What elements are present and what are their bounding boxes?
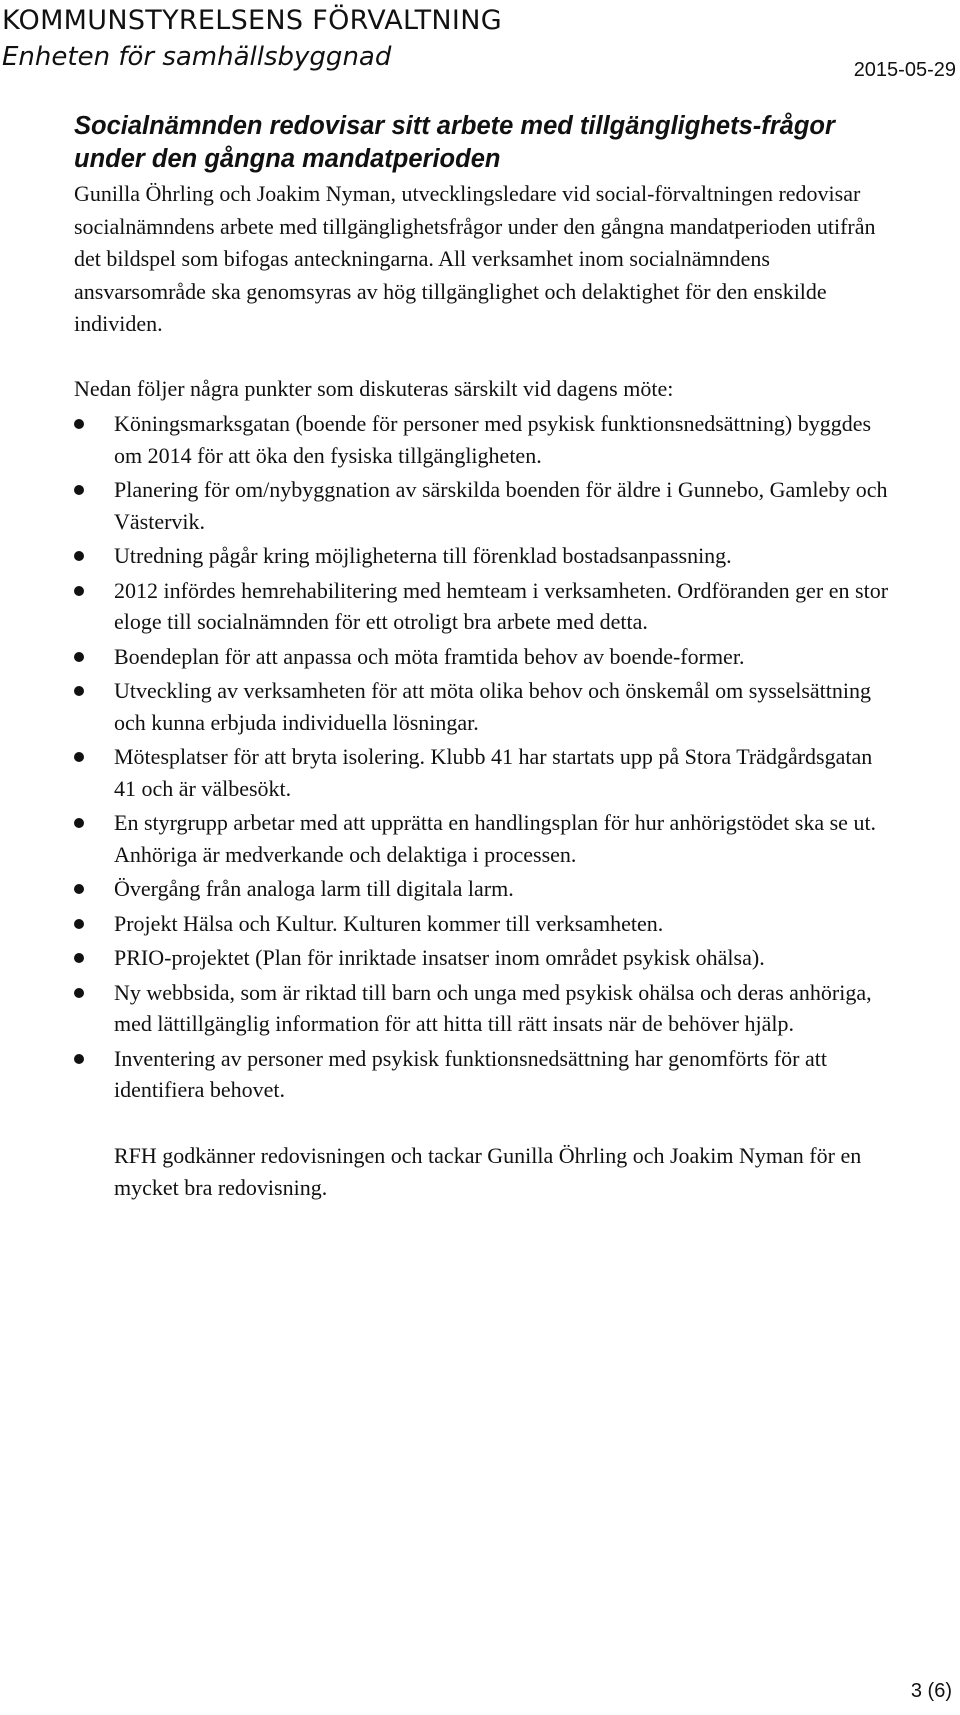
list-item [74,641,924,673]
list-item [74,575,924,638]
organization-name: KOMMUNSTYRELSENS FÖRVALTNING [2,5,502,36]
bullet-icon [74,652,84,662]
unit-name: Enheten för samhällsbyggnad [2,42,392,72]
list-item-text: En styrgrupp arbetar med att upprätta en handlingsplan för hur anhörigstödet ska se ut. Anhöriga är medverkande och delaktiga i processen. [114,810,877,867]
bullet-icon [74,485,84,495]
bullet-icon [74,988,84,998]
list-item [74,942,924,974]
document-body [74,110,924,1205]
list-item-text: Mötesplatser för att bryta isolering. Klubb 41 har startats upp på Stora Trädgårdsgatan 41 och är välbesökt. [114,744,873,801]
bullet-icon [74,884,84,894]
bullet-icon [74,419,84,429]
bullet-icon [74,953,84,963]
bullet-icon [74,686,84,696]
list-item [74,408,924,471]
list-item [74,807,924,870]
list-item [74,873,924,905]
list-item-text: Inventering av personer med psykisk funktionsnedsättning har genomförts för att identifiera behovet. [114,1045,828,1102]
list-item [74,741,924,804]
list-item [74,540,924,572]
bullet-icon [74,586,84,596]
bullet-icon [74,818,84,828]
list-item-text: Projekt Hälsa och Kultur. Kulturen kommer till verksamheten. [114,910,664,936]
page-number: 3 (6) [910,1680,952,1702]
bullet-icon [74,752,84,762]
list-item-text: Köningsmarksgatan (boende för personer med psykisk funktionsnedsättning) byggdes om 2014 för att öka den fysiska tillgängligheten. [114,411,872,468]
bullet-icon [74,919,84,929]
list-item [74,977,924,1040]
list-item-text: Övergång från analoga larm till digitala larm. [114,876,514,901]
list-item-text: 2012 infördes hemrehabilitering med hemteam i verksamheten. Ordföranden ger en stor eloge till socialnämnden för ett otroligt bra arbete med detta. [114,577,889,634]
closing-paragraph: RFH godkänner redovisningen och tackar Gunilla Öhrling och Joakim Nyman för en mycket bra redovisning. [114,1142,862,1200]
list-item-text: Planering för om/nybyggnation av särskilda boenden för äldre i Gunnebo, Gamleby och Västervik. [114,477,888,534]
list-item-text: Utredning pågår kring möjligheterna till förenklad bostadsanpassning. [114,543,732,568]
list-item [74,675,924,738]
section-title: Socialnämnden redovisar sitt arbete med tillgänglighets-frågor under den gångna mandatperioden [74,112,835,173]
list-item-text: Ny webbsida, som är riktad till barn och unga med psykisk ohälsa och deras anhöriga, med lättillgänglig information för att hitta till rätt insats när de behöver hjälp. [114,979,872,1036]
list-item [74,474,924,537]
intro-paragraph: Gunilla Öhrling och Joakim Nyman, utvecklingsledare vid social-förvaltningen redovisar socialnämndens arbete med tillgänglighetsfrågor under den gångna mandatperioden utifrån det bildspel som bifogas anteckningarna. All verksamhet inom socialnämndens ansvarsområde ska genomsyras av hög tillgänglighet och delaktighet för den enskilde individen. [74,181,876,336]
document-date: 2015-05-29 [853,59,956,81]
page-header [0,0,960,80]
list-item [74,908,924,940]
list-item-text: PRIO-projektet (Plan för inriktade insatser inom området psykisk ohälsa). [114,945,765,970]
list-item [74,1043,924,1106]
lead-paragraph: Nedan följer några punkter som diskuteras särskilt vid dagens möte: [74,375,674,401]
list-item-text: Utveckling av verksamheten för att möta olika behov och önskemål om sysselsättning och kunna erbjuda individuella lösningar. [114,678,871,735]
bullet-icon [74,1054,84,1064]
bullet-icon [74,551,84,561]
list-item-text: Boendeplan för att anpassa och möta framtida behov av boende-former. [114,643,745,669]
bullet-list [74,408,924,1106]
